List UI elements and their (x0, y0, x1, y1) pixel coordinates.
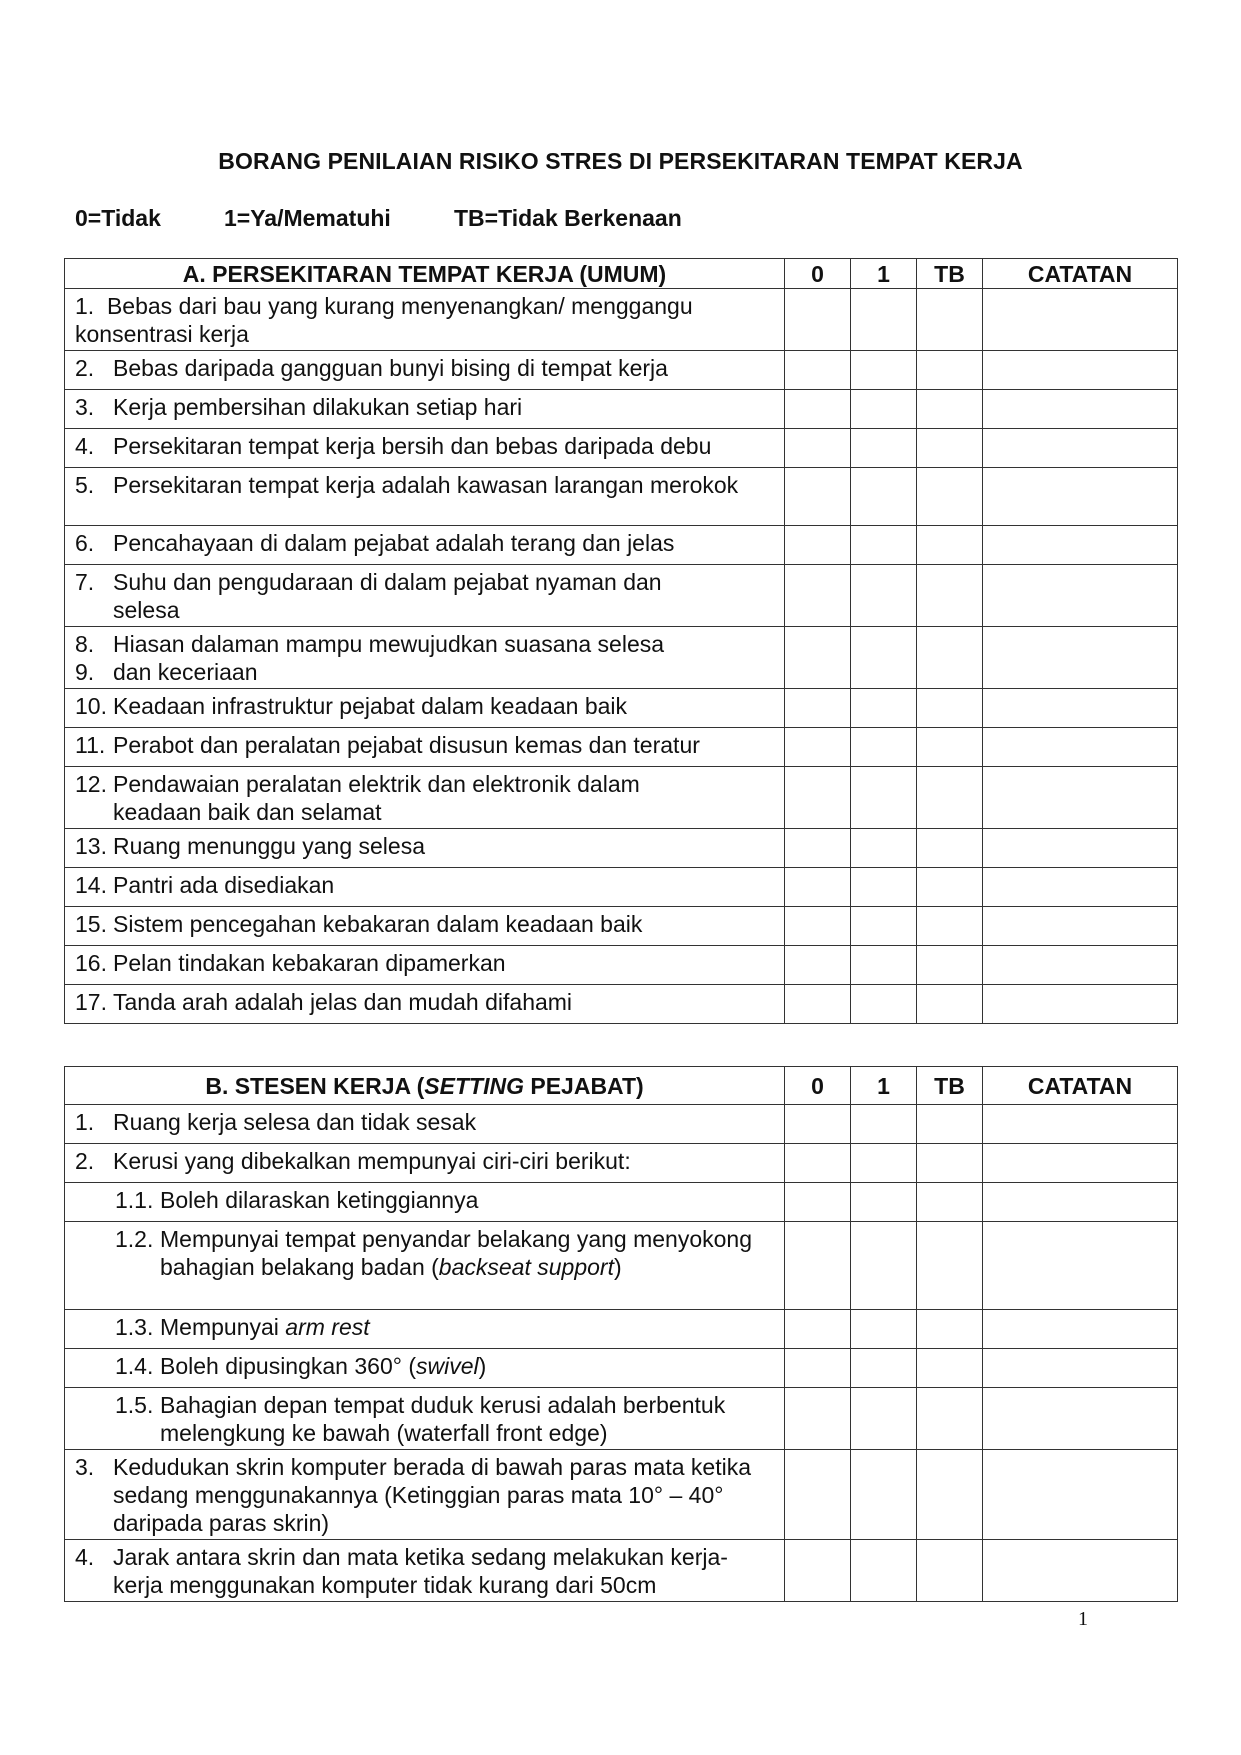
item-number: 11. (75, 732, 106, 758)
notes-cell[interactable] (983, 1450, 1178, 1540)
column-tb: TB (917, 259, 983, 289)
item-italic: arm rest (285, 1314, 370, 1340)
item-text: Bebas dari bau yang kurang menyenangkan/ menggangu konsentrasi kerja (75, 293, 693, 347)
column-zero: 0 (785, 259, 851, 289)
notes-cell[interactable] (983, 1540, 1178, 1602)
item-text: Ruang kerja selesa dan tidak sesak (113, 1109, 477, 1135)
score-tb-cell[interactable] (917, 1222, 983, 1310)
item-text: Tanda arah adalah jelas dan mudah difahami (113, 989, 573, 1015)
item-text: Pendawaian peralatan elektrik dan elektronik dalam keadaan baik dan selamat (113, 771, 640, 825)
table-row (65, 689, 1178, 728)
item-number: 1.3. (115, 1314, 154, 1340)
notes-cell[interactable] (983, 1222, 1178, 1310)
notes-cell[interactable] (983, 565, 1178, 627)
score-0-cell[interactable] (785, 1144, 851, 1183)
item-text: Pelan tindakan kebakaran dipamerkan (113, 950, 506, 976)
notes-cell[interactable] (983, 429, 1178, 468)
item-number: 3. (75, 394, 95, 420)
table-row (65, 985, 1178, 1024)
item-text-group (160, 1225, 776, 1281)
rating-legend (75, 205, 682, 232)
item-text: Hiasan dalaman mampu mewujudkan suasana selesa (113, 631, 665, 657)
item-number: 1.4. (115, 1353, 154, 1379)
notes-cell[interactable] (983, 468, 1178, 526)
score-tb-cell[interactable] (917, 390, 983, 429)
score-0-cell[interactable] (785, 868, 851, 907)
item-number: 14. (75, 872, 107, 898)
item-text: Persekitaran tempat kerja bersih dan bebas daripada debu (113, 433, 712, 459)
score-tb-cell[interactable] (917, 565, 983, 627)
heading-suffix: PEJABAT) (523, 1072, 644, 1099)
notes-cell[interactable] (983, 1105, 1178, 1144)
table-row (65, 627, 1178, 689)
score-1-cell[interactable] (851, 390, 917, 429)
item-number: 2. (75, 355, 95, 381)
score-0-cell[interactable] (785, 1349, 851, 1388)
item-text: Kedudukan skrin komputer berada di bawah paras mata ketika sedang menggunakannya (Ketinggian paras mata 10° – 40° daripada paras skrin) (113, 1454, 751, 1536)
item-italic: swivel (416, 1353, 479, 1379)
table-row (65, 767, 1178, 829)
table-row (65, 1349, 1178, 1388)
score-tb-cell[interactable] (917, 689, 983, 728)
section-a-table (64, 258, 1178, 1024)
item-text: Suhu dan pengudaraan di dalam pejabat nyaman dan selesa (113, 569, 662, 623)
notes-cell[interactable] (983, 767, 1178, 829)
item-text: Pantri ada disediakan (113, 872, 335, 898)
score-1-cell[interactable] (851, 985, 917, 1024)
legend-zero: 0=Tidak (75, 205, 161, 231)
score-1-cell[interactable] (851, 1144, 917, 1183)
score-tb-cell[interactable] (917, 728, 983, 767)
item-number: 1.2. (115, 1226, 154, 1252)
notes-cell[interactable] (983, 946, 1178, 985)
table-row (65, 1388, 1178, 1450)
heading-prefix: B. STESEN KERJA ( (205, 1072, 425, 1099)
legend-one: 1=Ya/Mematuhi (224, 205, 391, 231)
item-text: Sistem pencegahan kebakaran dalam keadaan baik (113, 911, 643, 937)
score-tb-cell[interactable] (917, 868, 983, 907)
notes-cell[interactable] (983, 627, 1178, 689)
table-row (65, 289, 1178, 351)
score-0-cell[interactable] (785, 1222, 851, 1310)
item-number: 1.5. (115, 1392, 154, 1418)
score-0-cell[interactable] (785, 907, 851, 946)
score-tb-cell[interactable] (917, 468, 983, 526)
score-0-cell[interactable] (785, 829, 851, 868)
score-1-cell[interactable] (851, 829, 917, 868)
score-tb-cell[interactable] (917, 985, 983, 1024)
section-a-heading: A. PERSEKITARAN TEMPAT KERJA (UMUM) (65, 259, 785, 289)
item-text-after: ) (478, 1353, 487, 1379)
notes-cell[interactable] (983, 829, 1178, 868)
table-row (65, 1183, 1178, 1222)
notes-cell[interactable] (983, 985, 1178, 1024)
legend-tb: TB=Tidak Berkenaan (454, 205, 682, 231)
score-1-cell[interactable] (851, 627, 917, 689)
score-tb-cell[interactable] (917, 1349, 983, 1388)
score-1-cell[interactable] (851, 468, 917, 526)
item-number: 1.1. (115, 1187, 154, 1213)
table-row (65, 946, 1178, 985)
table-row (65, 526, 1178, 565)
notes-cell[interactable] (983, 1349, 1178, 1388)
score-0-cell[interactable] (785, 689, 851, 728)
item-number: 4. (75, 433, 95, 459)
item-italic: backseat support (438, 1254, 614, 1280)
score-0-cell[interactable] (785, 1540, 851, 1602)
item-text: Bahagian depan tempat duduk kerusi adalah berbentuk melengkung ke bawah (waterfall front edge) (160, 1392, 726, 1446)
score-0-cell[interactable] (785, 390, 851, 429)
score-tb-cell[interactable] (917, 526, 983, 565)
score-0-cell[interactable] (785, 728, 851, 767)
score-tb-cell[interactable] (917, 1388, 983, 1450)
notes-cell[interactable] (983, 868, 1178, 907)
item-text-after: ) (613, 1254, 622, 1280)
score-tb-cell[interactable] (917, 829, 983, 868)
score-1-cell[interactable] (851, 526, 917, 565)
score-1-cell[interactable] (851, 1183, 917, 1222)
score-1-cell[interactable] (851, 351, 917, 390)
item-text: Boleh dilaraskan ketinggiannya (160, 1187, 479, 1213)
score-0-cell[interactable] (785, 468, 851, 526)
table-row (65, 868, 1178, 907)
score-tb-cell[interactable] (917, 289, 983, 351)
score-1-cell[interactable] (851, 1450, 917, 1540)
score-tb-cell[interactable] (917, 351, 983, 390)
notes-cell[interactable] (983, 1388, 1178, 1450)
item-text: Ruang menunggu yang selesa (113, 833, 426, 859)
form-title: BORANG PENILAIAN RISIKO STRES DI PERSEKITARAN TEMPAT KERJA (218, 148, 1023, 174)
table-row (65, 1540, 1178, 1602)
score-0-cell[interactable] (785, 1310, 851, 1349)
item-text: Boleh dipusingkan 360° ( (160, 1353, 416, 1379)
score-0-cell[interactable] (785, 1105, 851, 1144)
item-number: 15. (75, 911, 107, 937)
item-number: 5. (75, 472, 95, 498)
item-number: 10. (75, 693, 107, 719)
score-tb-cell[interactable] (917, 429, 983, 468)
column-notes: CATATAN (983, 1067, 1178, 1105)
item-text-group (160, 1352, 776, 1380)
table-row (65, 829, 1178, 868)
table-row (65, 907, 1178, 946)
item-number: 16. (75, 950, 107, 976)
notes-cell[interactable] (983, 289, 1178, 351)
notes-cell[interactable] (983, 526, 1178, 565)
item-number: 8. (75, 631, 95, 657)
column-one: 1 (851, 1067, 917, 1105)
item-text: Persekitaran tempat kerja adalah kawasan larangan merokok (113, 472, 739, 498)
table-row (65, 351, 1178, 390)
table-row (65, 1105, 1178, 1144)
notes-cell[interactable] (983, 351, 1178, 390)
score-0-cell[interactable] (785, 1388, 851, 1450)
section-b-table (64, 1066, 1178, 1602)
table-row (65, 1222, 1178, 1310)
item-number: 17. (75, 989, 107, 1015)
column-tb: TB (917, 1067, 983, 1105)
item-text: Kerja pembersihan dilakukan setiap hari (113, 394, 523, 420)
item-number: 2. (75, 1148, 95, 1174)
column-notes: CATATAN (983, 259, 1178, 289)
item-number: 9. (75, 659, 95, 685)
item-text: Kerusi yang dibekalkan mempunyai ciri-ciri berikut: (113, 1148, 631, 1174)
item-text: Bebas daripada gangguan bunyi bising di tempat kerja (113, 355, 668, 381)
score-tb-cell[interactable] (917, 1540, 983, 1602)
score-tb-cell[interactable] (917, 907, 983, 946)
score-1-cell[interactable] (851, 1388, 917, 1450)
section-b-header-row (65, 1067, 1178, 1105)
table-row (65, 728, 1178, 767)
score-1-cell[interactable] (851, 1349, 917, 1388)
score-0-cell[interactable] (785, 985, 851, 1024)
item-text: Keadaan infrastruktur pejabat dalam keadaan baik (113, 693, 628, 719)
table-row (65, 468, 1178, 526)
score-tb-cell[interactable] (917, 767, 983, 829)
heading-italic: SETTING (424, 1072, 524, 1099)
score-1-cell[interactable] (851, 689, 917, 728)
item-text: Perabot dan peralatan pejabat disusun kemas dan teratur (113, 732, 700, 758)
score-tb-cell[interactable] (917, 946, 983, 985)
score-1-cell[interactable] (851, 728, 917, 767)
score-0-cell[interactable] (785, 767, 851, 829)
table-row (65, 429, 1178, 468)
item-number: 1. (75, 293, 95, 319)
score-0-cell[interactable] (785, 946, 851, 985)
score-1-cell[interactable] (851, 429, 917, 468)
score-1-cell[interactable] (851, 1222, 917, 1310)
score-1-cell[interactable] (851, 946, 917, 985)
item-text: Mempunyai tempat penyandar belakang yang menyokong bahagian belakang badan ( (160, 1226, 752, 1280)
section-b-heading (65, 1067, 785, 1105)
score-1-cell[interactable] (851, 565, 917, 627)
score-1-cell[interactable] (851, 1105, 917, 1144)
notes-cell[interactable] (983, 728, 1178, 767)
score-0-cell[interactable] (785, 1450, 851, 1540)
item-number: 12. (75, 771, 107, 797)
item-text: dan keceriaan (113, 659, 258, 685)
item-text: Jarak antara skrin dan mata ketika sedang melakukan kerja-kerja menggunakan komputer tidak kurang dari 50cm (113, 1544, 728, 1598)
score-tb-cell[interactable] (917, 1310, 983, 1349)
page-number: 1 (1078, 1608, 1088, 1630)
score-tb-cell[interactable] (917, 1105, 983, 1144)
section-a-header-row (65, 259, 1178, 289)
score-0-cell[interactable] (785, 526, 851, 565)
score-1-cell[interactable] (851, 1310, 917, 1349)
table-row (65, 390, 1178, 429)
score-1-cell[interactable] (851, 767, 917, 829)
notes-cell[interactable] (983, 689, 1178, 728)
table-row (65, 1450, 1178, 1540)
table-row (65, 565, 1178, 627)
table-row (65, 1144, 1178, 1183)
score-tb-cell[interactable] (917, 1144, 983, 1183)
score-tb-cell[interactable] (917, 1183, 983, 1222)
score-1-cell[interactable] (851, 907, 917, 946)
item-number: 7. (75, 569, 95, 595)
notes-cell[interactable] (983, 1310, 1178, 1349)
notes-cell[interactable] (983, 1144, 1178, 1183)
score-1-cell[interactable] (851, 868, 917, 907)
score-0-cell[interactable] (785, 565, 851, 627)
item-number: 6. (75, 530, 95, 556)
notes-cell[interactable] (983, 390, 1178, 429)
score-0-cell[interactable] (785, 351, 851, 390)
notes-cell[interactable] (983, 907, 1178, 946)
score-1-cell[interactable] (851, 289, 917, 351)
column-zero: 0 (785, 1067, 851, 1105)
item-text: Mempunyai (160, 1314, 286, 1340)
item-number: 1. (75, 1109, 95, 1135)
item-number: 4. (75, 1544, 95, 1570)
item-text-group (160, 1313, 776, 1341)
score-0-cell[interactable] (785, 627, 851, 689)
item-text: Pencahayaan di dalam pejabat adalah terang dan jelas (113, 530, 675, 556)
column-one: 1 (851, 259, 917, 289)
table-row (65, 1310, 1178, 1349)
score-0-cell[interactable] (785, 1183, 851, 1222)
item-number: 3. (75, 1454, 95, 1480)
score-tb-cell[interactable] (917, 627, 983, 689)
score-tb-cell[interactable] (917, 1450, 983, 1540)
score-0-cell[interactable] (785, 429, 851, 468)
score-1-cell[interactable] (851, 1540, 917, 1602)
score-0-cell[interactable] (785, 289, 851, 351)
notes-cell[interactable] (983, 1183, 1178, 1222)
item-number: 13. (75, 833, 107, 859)
